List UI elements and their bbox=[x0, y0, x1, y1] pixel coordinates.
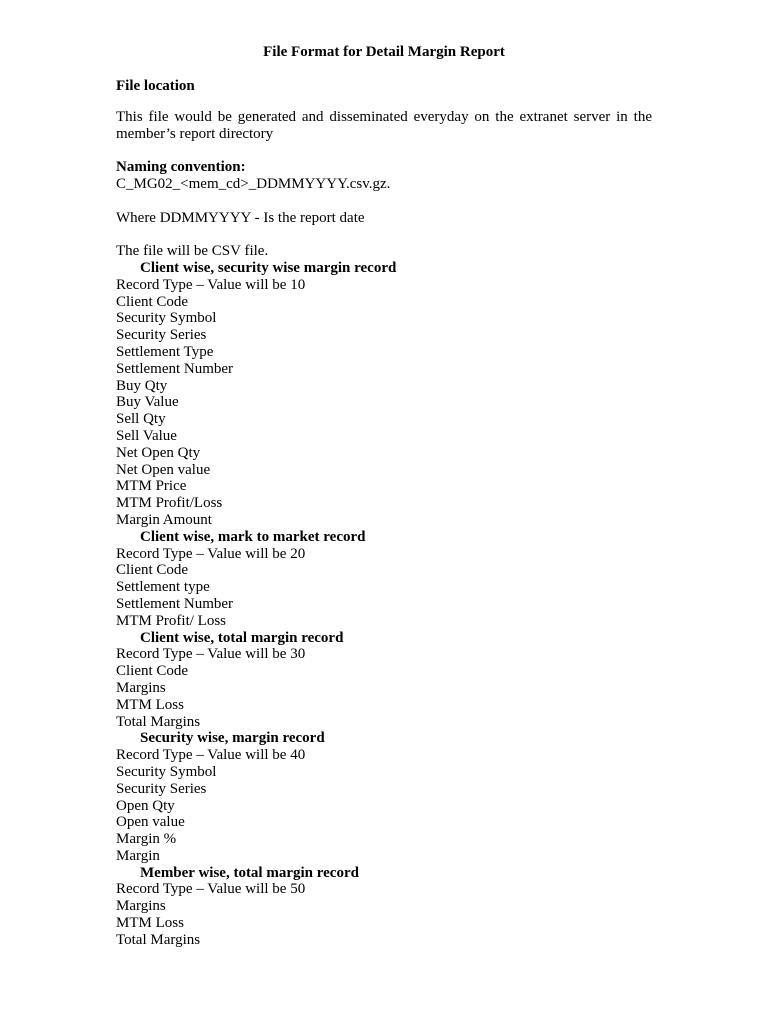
record-field: Sell Qty bbox=[116, 411, 166, 428]
record-field: MTM Profit/Loss bbox=[116, 495, 223, 512]
record-field: Margin % bbox=[116, 831, 177, 848]
record-field: Client Code bbox=[116, 562, 189, 579]
record-section-title: Client wise, mark to market record bbox=[140, 528, 366, 545]
naming-convention-value: C_MG02_<mem_cd>_DDMMYYYY.csv.gz. bbox=[116, 176, 391, 192]
record-section bbox=[116, 630, 652, 731]
csv-note: The file will be CSV file. bbox=[116, 243, 269, 259]
record-field: Settlement Number bbox=[116, 595, 234, 612]
record-field: Record Type – Value will be 40 bbox=[116, 747, 306, 764]
record-field: MTM Loss bbox=[116, 915, 184, 932]
record-field: Net Open Qty bbox=[116, 444, 201, 461]
record-field: Settlement Type bbox=[116, 343, 214, 360]
record-section-title: Security wise, margin record bbox=[140, 730, 325, 747]
record-field: Record Type – Value will be 20 bbox=[116, 545, 306, 562]
record-field: Open Qty bbox=[116, 797, 175, 814]
record-field: Security Series bbox=[116, 780, 207, 797]
record-field: Total Margins bbox=[116, 713, 201, 730]
record-field: Security Symbol bbox=[116, 310, 217, 327]
record-field: Record Type – Value will be 10 bbox=[116, 276, 306, 293]
document-title: File Format for Detail Margin Report bbox=[263, 44, 505, 60]
record-field: Record Type – Value will be 30 bbox=[116, 646, 306, 663]
record-section bbox=[116, 529, 652, 630]
record-field: Margins bbox=[116, 679, 166, 696]
record-section bbox=[116, 730, 652, 864]
record-field: Buy Value bbox=[116, 394, 179, 411]
record-field: Sell Value bbox=[116, 427, 177, 444]
record-field: MTM Price bbox=[116, 478, 187, 495]
record-section-title: Member wise, total margin record bbox=[140, 864, 359, 881]
record-sections bbox=[116, 260, 652, 949]
record-section-title: Client wise, security wise margin record bbox=[140, 260, 397, 276]
record-field: Open value bbox=[116, 814, 185, 831]
record-field: Margin Amount bbox=[116, 511, 212, 528]
report-date-note: Where DDMMYYYY - Is the report date bbox=[116, 210, 365, 226]
record-field: Record Type – Value will be 50 bbox=[116, 881, 306, 898]
record-field: Security Symbol bbox=[116, 763, 217, 780]
naming-convention-heading: Naming convention: bbox=[116, 159, 246, 175]
record-field: Total Margins bbox=[116, 931, 201, 948]
record-field: Settlement Number bbox=[116, 360, 234, 377]
record-field: Net Open value bbox=[116, 461, 211, 478]
record-field: Margins bbox=[116, 898, 166, 915]
record-field: Margin bbox=[116, 847, 160, 864]
record-section bbox=[116, 260, 652, 529]
record-section bbox=[116, 865, 652, 949]
record-field: Client Code bbox=[116, 293, 189, 310]
record-field: MTM Profit/ Loss bbox=[116, 612, 227, 629]
record-field: Client Code bbox=[116, 663, 189, 680]
intro-paragraph: This file would be generated and disseminated everyday on the extranet server in the member’s report directory bbox=[116, 109, 652, 142]
record-field: Security Series bbox=[116, 327, 207, 344]
file-location-heading: File location bbox=[116, 78, 195, 94]
record-field: MTM Loss bbox=[116, 696, 184, 713]
record-field: Buy Qty bbox=[116, 377, 168, 394]
record-section-title: Client wise, total margin record bbox=[140, 629, 344, 646]
record-field: Settlement type bbox=[116, 579, 210, 596]
